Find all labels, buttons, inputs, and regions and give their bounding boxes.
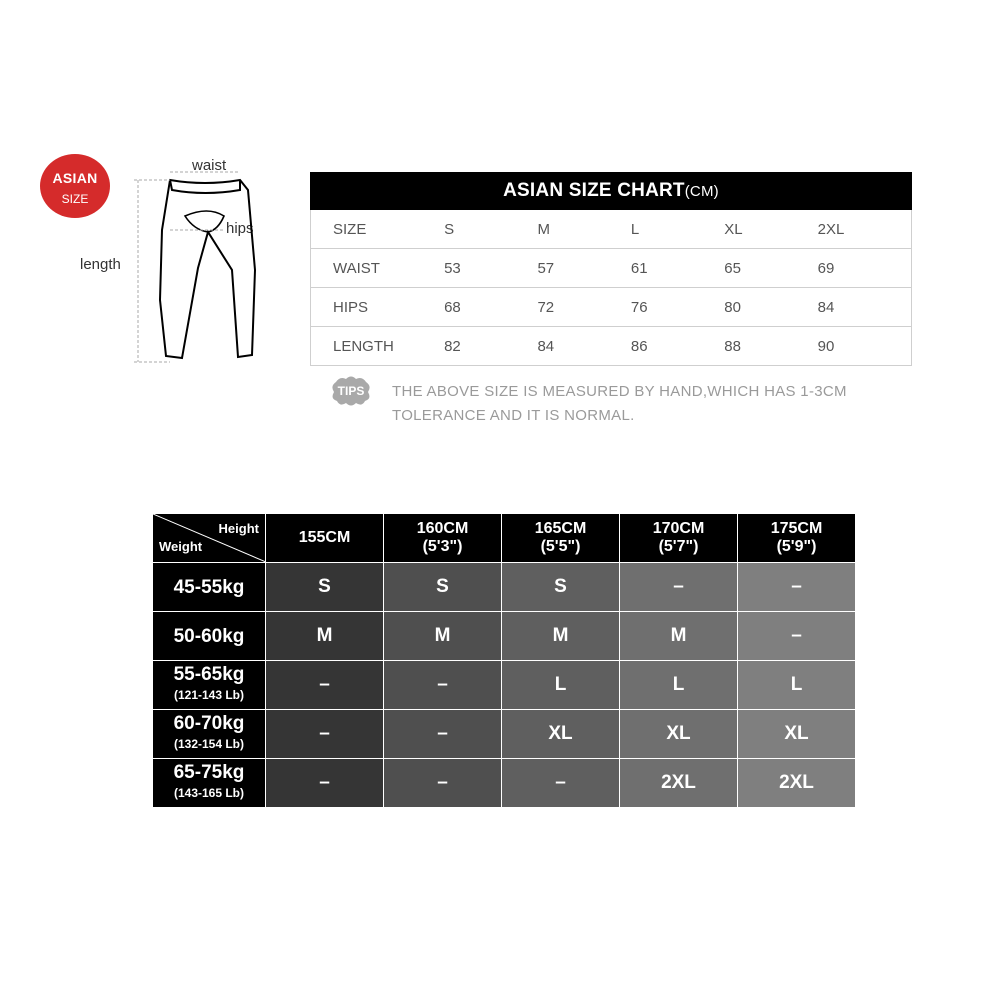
size-chart-row-length xyxy=(310,327,912,366)
corner-height-label: Height xyxy=(218,521,259,536)
height-cm: 155CM xyxy=(298,529,351,546)
size-chart-header-cell: XL xyxy=(724,220,743,238)
pants-diagram xyxy=(120,150,280,380)
fit-height-header xyxy=(266,514,384,563)
fit-size-cell: XL xyxy=(620,710,738,759)
fit-size-cell: – xyxy=(384,759,502,808)
tips-icon xyxy=(330,374,372,408)
size-chart-cell: 61 xyxy=(630,259,648,277)
size-chart-cell: WAIST xyxy=(333,259,380,277)
size-chart-header-cell: S xyxy=(444,220,455,238)
weight-kg: 55-65kg xyxy=(173,664,245,685)
size-chart-row-waist xyxy=(310,249,912,288)
fit-size-cell: M xyxy=(266,612,384,661)
size-chart-header-cell: M xyxy=(537,220,550,238)
fit-row xyxy=(153,759,856,808)
size-chart-cell: 65 xyxy=(724,259,741,277)
fit-size-cell: 2XL xyxy=(620,759,738,808)
tips-line1: THE ABOVE SIZE IS MEASURED BY HAND,WHICH HAS 1-3CM xyxy=(392,383,847,400)
size-chart-header-row xyxy=(310,210,912,249)
waist-label: waist xyxy=(192,157,227,174)
weight-kg: 50-60kg xyxy=(173,625,245,647)
fit-size-cell: – xyxy=(620,563,738,612)
size-chart-cell: HIPS xyxy=(333,298,369,316)
fit-row xyxy=(153,710,856,759)
fit-weight-cell xyxy=(153,612,266,661)
tips-text xyxy=(392,380,912,428)
fit-size-cell: XL xyxy=(502,710,620,759)
badge-line2: SIZE xyxy=(61,192,89,206)
asian-size-badge xyxy=(40,154,110,218)
fit-height-header xyxy=(384,514,502,563)
size-chart-cell: 80 xyxy=(724,298,741,316)
fit-header-row xyxy=(153,514,856,563)
size-chart-header-cell: SIZE xyxy=(333,220,367,238)
fit-weight-cell xyxy=(153,759,266,808)
fit-size-cell: S xyxy=(502,563,620,612)
pants-icon xyxy=(160,180,255,358)
height-cm: 175CM xyxy=(770,520,823,537)
fit-size-cell: 2XL xyxy=(738,759,856,808)
fit-size-cell: – xyxy=(384,710,502,759)
size-chart-title: ASIAN SIZE CHART xyxy=(503,180,685,201)
size-chart-cell: 57 xyxy=(537,259,555,277)
fit-size-cell: – xyxy=(266,661,384,710)
fit-size-cell: – xyxy=(738,612,856,661)
fit-size-cell: L xyxy=(502,661,620,710)
size-chart-header-cell: L xyxy=(630,220,640,238)
size-chart-cell: 86 xyxy=(630,337,648,355)
size-chart-cell: 84 xyxy=(817,298,835,316)
badge-line1: ASIAN xyxy=(52,170,98,186)
fit-height-header xyxy=(502,514,620,563)
fit-corner-cell xyxy=(153,514,266,563)
hips-label: hips xyxy=(226,220,254,237)
height-cm: 170CM xyxy=(652,520,705,537)
fit-size-cell: S xyxy=(266,563,384,612)
fit-size-cell: – xyxy=(266,710,384,759)
fit-size-cell: L xyxy=(620,661,738,710)
fit-height-header xyxy=(738,514,856,563)
weight-lb: (121-143 Lb) xyxy=(173,688,245,702)
size-chart-cell: 88 xyxy=(724,337,741,355)
height-ft: (5'5") xyxy=(540,538,581,555)
fit-weight-cell xyxy=(153,563,266,612)
fit-size-cell: XL xyxy=(738,710,856,759)
weight-kg: 45-55kg xyxy=(173,576,245,598)
size-chart-cell: 76 xyxy=(630,298,648,316)
size-chart-cell: LENGTH xyxy=(333,337,394,355)
size-chart-cell: 53 xyxy=(444,259,461,277)
tips-icon-label: TIPS xyxy=(337,384,365,398)
size-chart-header-cell: 2XL xyxy=(817,220,845,238)
size-chart-cell: 72 xyxy=(537,298,555,316)
fit-size-cell: M xyxy=(620,612,738,661)
size-chart-cell: 90 xyxy=(817,337,835,355)
weight-lb: (143-165 Lb) xyxy=(173,786,245,800)
size-chart-row-hips xyxy=(310,288,912,327)
fit-size-cell: L xyxy=(738,661,856,710)
weight-kg: 65-75kg xyxy=(173,762,245,783)
asian-size-chart xyxy=(310,172,912,366)
fit-row xyxy=(153,661,856,710)
height-ft: (5'3") xyxy=(422,538,463,555)
fit-row xyxy=(153,612,856,661)
length-label: length xyxy=(80,256,121,273)
size-chart-cell: 69 xyxy=(817,259,835,277)
height-ft: (5'9") xyxy=(776,538,817,555)
fit-weight-cell xyxy=(153,661,266,710)
corner-weight-label: Weight xyxy=(159,539,203,554)
fit-height-header xyxy=(620,514,738,563)
fit-size-cell: – xyxy=(502,759,620,808)
size-chart-unit: (CM) xyxy=(684,183,719,200)
fit-size-cell: S xyxy=(384,563,502,612)
height-cm: 160CM xyxy=(416,520,469,537)
height-ft: (5'7") xyxy=(658,538,699,555)
size-chart-title-bar xyxy=(310,172,912,210)
fit-size-cell: – xyxy=(738,563,856,612)
size-chart-cell: 82 xyxy=(444,337,461,355)
height-weight-table xyxy=(152,513,856,808)
fit-row xyxy=(153,563,856,612)
height-cm: 165CM xyxy=(534,520,587,537)
size-chart-cell: 68 xyxy=(444,298,461,316)
size-chart-cell: 84 xyxy=(537,337,555,355)
weight-kg: 60-70kg xyxy=(173,713,245,734)
tips-line2: TOLERANCE AND IT IS NORMAL. xyxy=(392,407,635,424)
fit-size-cell: – xyxy=(384,661,502,710)
fit-size-cell: M xyxy=(384,612,502,661)
fit-size-cell: – xyxy=(266,759,384,808)
fit-size-cell: M xyxy=(502,612,620,661)
weight-lb: (132-154 Lb) xyxy=(173,737,245,751)
fit-weight-cell xyxy=(153,710,266,759)
